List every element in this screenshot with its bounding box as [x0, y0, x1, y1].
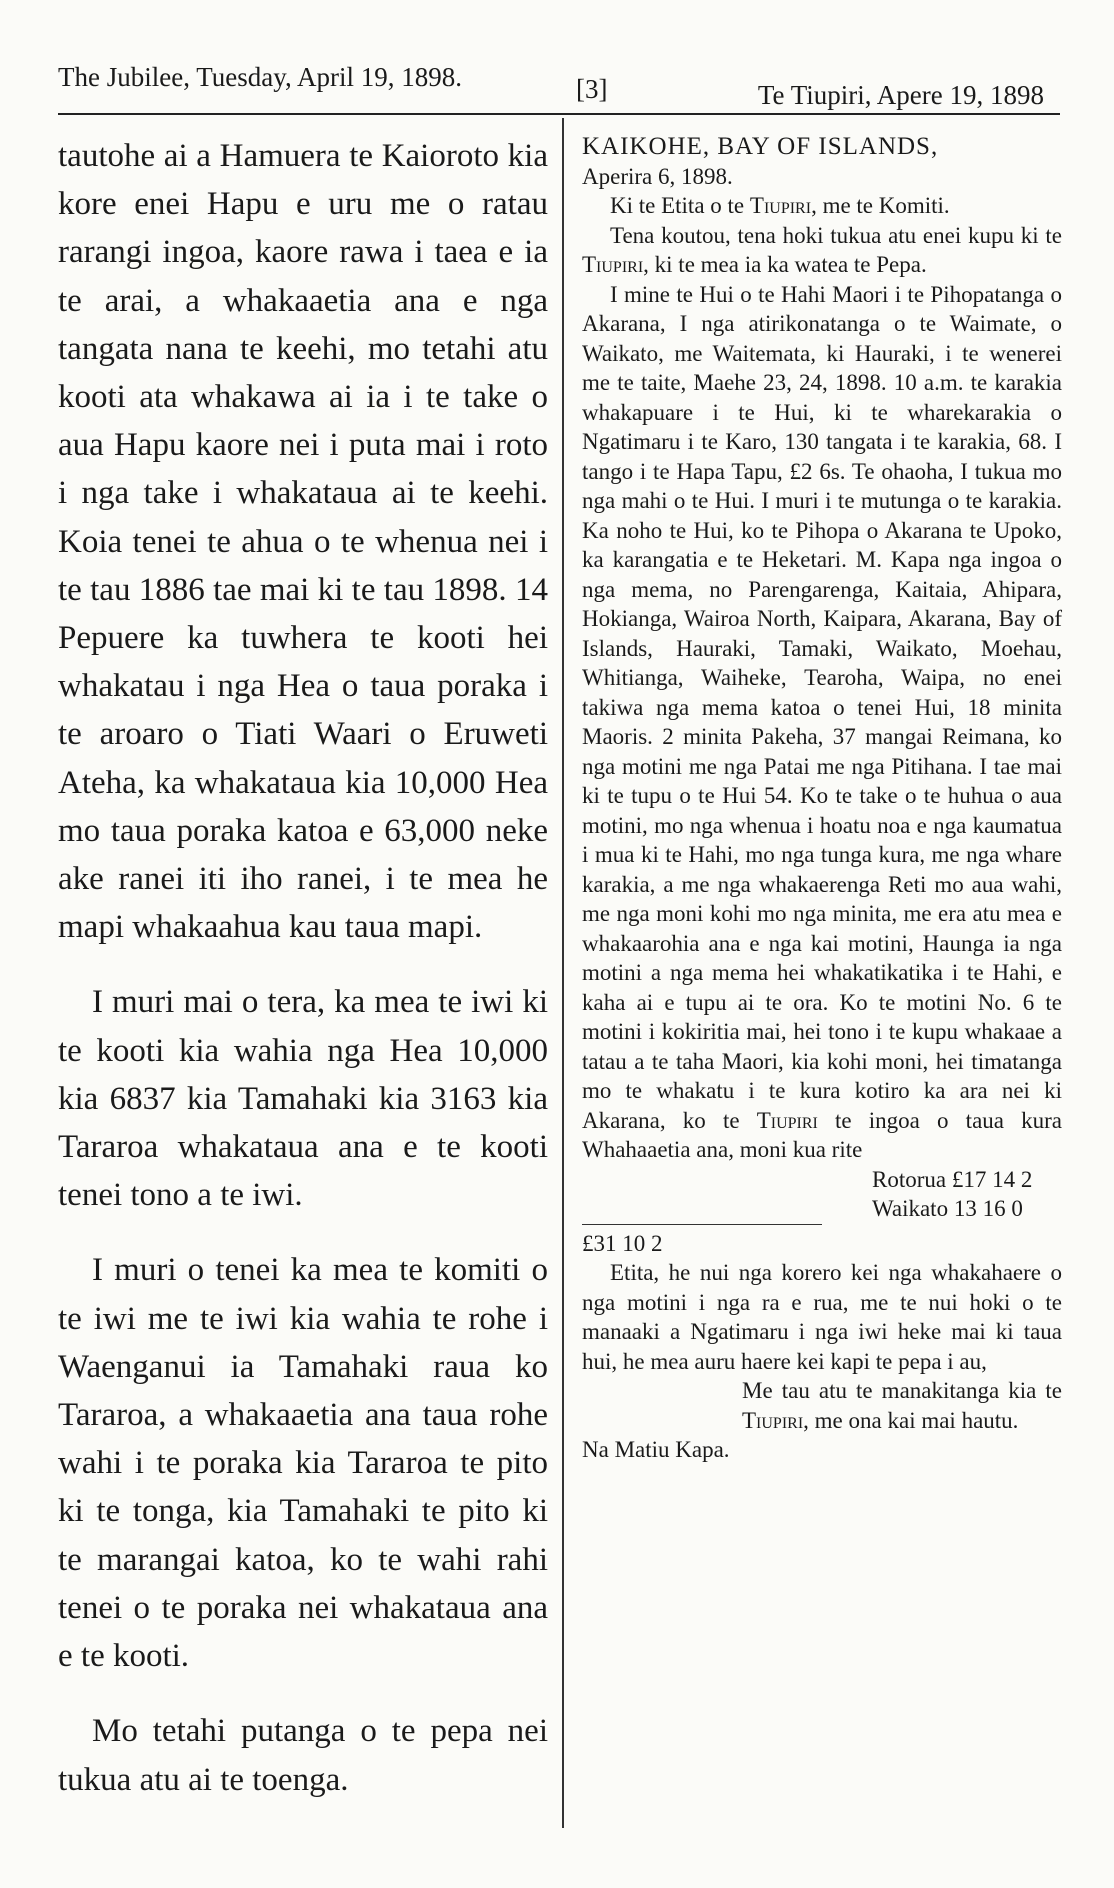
money-total: £31 10 2 — [582, 1224, 822, 1259]
letter-place: KAIKOHE, BAY OF ISLANDS, — [582, 133, 939, 160]
body-text: I mine te Hui o te Hahi Maori i te Pihopatanga o Akarana, I nga atirikonatanga o te Waimate, o Waikato, me Waitemata, ki Hauraki, i te wenerei me te taite, Maehe 23, 24, 1898. 10 a.m. te karakia whakapuare i te Hui, ki te wharekarakia o Ngatimaru i te Karo, 130 tangata i te karakia, 68. I tango i te Hapa Tapu, £2 6s. Te ohaoha, I tukua mo nga mahi o te Hui. I muri i te mutunga o te karakia. Ka noho te Hui, ko te Pihopa o Akarana te Upoko, ka karangatia e te Heketari. M. Kapa nga ingoa o nga mema, no Parengarenga, Kaitaia, Ahipara, Hokianga, Wairoa North, Kaipara, Akarana, Bay of Islands, Hauraki, Tamaki, Waikato, Moehau, Whitianga, Waiheke, Tearoha, Waipa, no enei takiwa nga mema katoa o tenei Hui, 18 minita Maoris. 2 minita Pakeha, 37 mangai Reimana, ko nga motini me nga Patai me nga Pitihana. I tae mai ki te tupu o te Hui 54. Ko te take o te huhua o aua motini, mo nga whenua i hoatu noa e nga kaumatua i mua ki te Hahi, mo nga tunga kura, me nga whare karakia, a me nga whakaerenga Reti mo aua wahi, me nga moni kohi mo nga minita, me era atu mea e whakaarohia ana e nga kai motini, Haunga ia nga motini a nga mema hei whakatikatika i te Hahi, e kaha ai e tupu ai te ora. Ko te motini No. 6 te motini i kokiritia mai, hei tono i te kupu whakaae a tatau a te taha Maori, kia kohi moni, hei timatanga mo te whakatu i te kura kotiro ka ara nei ki Akarana, ko te — [582, 281, 1062, 1133]
letter-signature: Na Matiu Kapa. — [582, 1437, 730, 1462]
intro-paper-name: Tiupiri — [582, 252, 644, 277]
left-paragraph-3: I muri o tenei ka mea te komiti o te iwi me te iwi kia wahia te rohe i Waenganui ia Tamahaki raua ko Tararoa, a whakaaetia ana taua rohe wahi i te poraka kia Tararoa te pito ki te tonga, kia Tamahaki te pito ki te marangai katoa, ko te wahi rahi tenei o te poraka nei whakataua ana e te kooti. — [58, 1252, 548, 1675]
intro-tail: , ki te mea ia ka watea te Pepa. — [643, 252, 927, 277]
header-rule — [58, 113, 1060, 115]
right-column — [582, 132, 1062, 1465]
salutation-tail: , me te Komiti. — [811, 193, 950, 218]
body-tail: te ingoa o taua kura Whahaaetia ana, moni kua rite — [582, 1107, 1062, 1162]
letter-body-2: Etita, he nui nga korero kei nga whakahaere o nga motini i nga ra e rua, me te nui hoki o te manaaki a Ngatimaru i nga iwi heke mai ki taua hui, he mea auru haere kei kapi te pepa i au, — [582, 1260, 1062, 1374]
left-paragraph-2: I muri mai o tera, ka mea te iwi ki te kooti kia wahia nga Hea 10,000 kia 6837 kia Tamahaki kia 3163 kia Tararoa whakataua ana e te kooti tenei tono a te iwi. — [58, 984, 548, 1214]
letter-body — [582, 280, 1062, 1165]
closing-tail: , me ona kai mai hautu. — [803, 1407, 1019, 1433]
closing-text: Me tau atu te manakitanga kia te — [742, 1378, 1062, 1403]
letter-salutation — [582, 191, 1062, 221]
closing-paper-name: Tiupiri — [742, 1407, 804, 1433]
left-column — [58, 132, 548, 1804]
money-row-waikato: Waikato 13 16 0 — [872, 1196, 1023, 1221]
money-row-rotorua: Rotorua £17 14 2 — [872, 1166, 1033, 1192]
salutation-text: Ki te Etita o te — [610, 193, 750, 218]
page-number: [3] — [576, 74, 608, 104]
letter-closing — [582, 1376, 1062, 1435]
salutation-paper-name: Tiupiri — [749, 193, 812, 218]
intro-text: Tena koutou, tena hoki tukua atu enei kupu ki te — [610, 222, 1062, 248]
left-paragraph-4: Mo tetahi putanga o te pepa nei tukua atu ai te toenga. — [58, 1713, 548, 1798]
header-maori-date: Te Tiupiri, Apere 19, 1898 — [757, 80, 1044, 110]
body-paper-name: Tiupiri — [756, 1107, 818, 1133]
left-paragraph-1: tautohe ai a Hamuera te Kaioroto kia kore enei Hapu e uru me o ratau rarangi ingoa, kaore rawa i taea e ia te arai, a whakaaetia ana e nga tangata nana te keehi, mo tetahi atu kooti ata whakawa ai ia i te take o aua Hapu kaore nei i puta mai i roto i nga take i whakataua ai te keehi. Koia tenei te ahua o te whenua nei i te tau 1886 tae mai ki te tau 1898. 14 Pepuere ka tuwhera te kooti hei whakatau i nga Hea o taua poraka i te aroaro o Tiati Waari o Eruweti Ateha, ka whakataua kia 10,000 Hea mo taua poraka katoa e 63,000 neke ake ranei iti iho ranei, i te mea he mapi whakaahua kau taua mapi. — [58, 138, 548, 946]
header-english-date: The Jubilee, Tuesday, April 19, 1898. — [58, 62, 462, 92]
column-divider — [562, 118, 564, 1828]
money-list — [872, 1165, 1062, 1224]
letter-date: Aperira 6, 1898. — [582, 163, 733, 189]
page-header — [0, 52, 1114, 112]
letter-intro — [582, 221, 1062, 280]
